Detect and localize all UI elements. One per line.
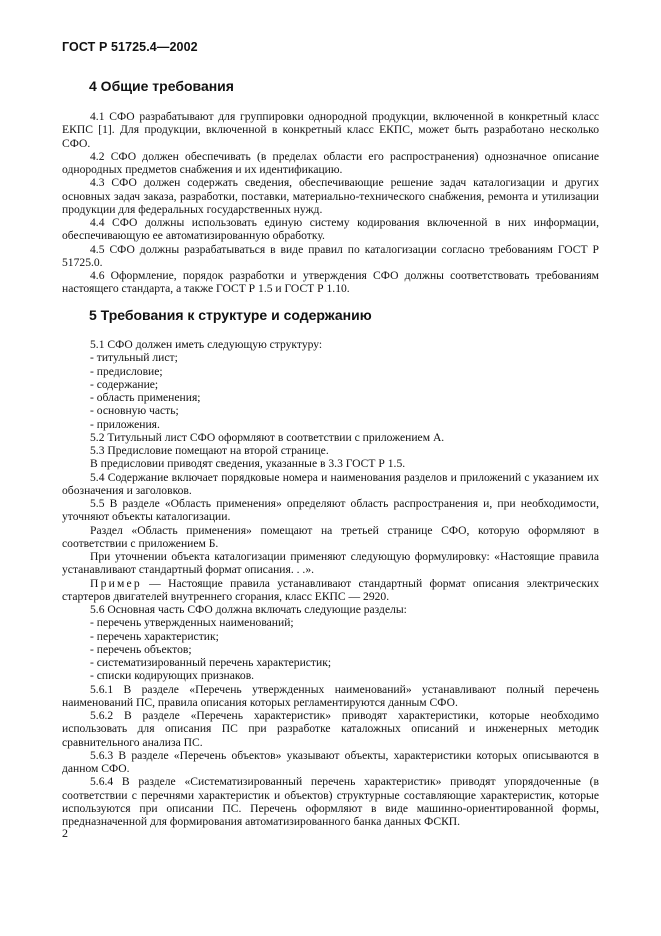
page-number: 2	[62, 826, 68, 840]
paragraph-5-6-4: 5.6.4 В разделе «Систематизированный перечень характеристик» приводят упорядоченные (в соответствии с перечнями характеристик и объектов) структурные составляющие характеристик, которые используются при описании ПС. Перечень оформляют в виде машинно-ориентированной формы, предназначенной для формирования автоматизированного банка данных ФСКП.	[62, 775, 599, 828]
paragraph-5-5-scope-page: Раздел «Область применения» помещают на третьей странице СФО, которую оформляют в соответствии с приложением Б.	[62, 523, 599, 550]
structure-item: - основную часть;	[90, 404, 179, 418]
structure-item: - содержание;	[90, 377, 159, 391]
section-5-title: 5 Требования к структуре и содержанию	[89, 307, 372, 323]
document-code-header: ГОСТ Р 51725.4—2002	[62, 40, 198, 54]
structure-item: - область применения;	[90, 391, 201, 404]
main-part-item: - перечень характеристик;	[90, 629, 219, 643]
section-5-body	[62, 338, 599, 828]
paragraph-5-4: 5.4 Содержание включает порядковые номера и наименования разделов и приложений с указанием их обозначения и заголовков.	[62, 470, 599, 497]
paragraph-5-1: 5.1 СФО должен иметь следующую структуру:	[90, 338, 323, 351]
paragraph-4-4: 4.4 СФО должны использовать единую систему кодирования включенной в них информации, обеспечивающую ее автоматизированную обработку.	[62, 216, 599, 243]
main-part-item: - списки кодирующих признаков.	[90, 669, 255, 683]
section-4-title: 4 Общие требования	[89, 78, 234, 94]
paragraph-4-2: 4.2 СФО должен обеспечивать (в пределах области его распространения) однозначное описание однородных предметов снабжения и их идентификацию.	[62, 149, 599, 176]
paragraph-5-6-2: 5.6.2 В разделе «Перечень характеристик» приводят характеристики, которые необходимо использовать для описания ПС при разработке каталожных описаний и инженерных методик сравнительного анализа ПС.	[62, 709, 599, 749]
paragraph-5-3: 5.3 Предисловие помещают на второй странице.	[90, 444, 329, 457]
paragraph-4-6: 4.6 Оформление, порядок разработки и утверждения СФО должны соответствовать требованиям настоящего стандарта, а также ГОСТ Р 1.5 и ГОСТ Р 1.10.	[62, 269, 599, 296]
main-part-item: - перечень утвержденных наименований;	[90, 616, 294, 630]
structure-item: - предисловие;	[90, 364, 163, 378]
example-label: Пример	[90, 576, 142, 590]
structure-item: - титульный лист;	[90, 351, 178, 365]
structure-item: - приложения.	[90, 417, 160, 431]
paragraph-5-3-continued: В предисловии приводят сведения, указанные в 3.3 ГОСТ Р 1.5.	[90, 457, 406, 471]
main-part-item: - систематизированный перечень характеристик;	[90, 656, 332, 669]
paragraph-5-5-wording: При уточнении объекта каталогизации применяют следующую формулировку: «Настоящие правила устанавливают стандартный формат описания. . .».	[62, 550, 599, 577]
paragraph-5-2: 5.2 Титульный лист СФО оформляют в соответствии с приложением А.	[90, 430, 445, 444]
section-4-body	[62, 110, 599, 296]
paragraph-5-6: 5.6 Основная часть СФО должна включать следующие разделы:	[90, 603, 407, 616]
paragraph-5-6-3: 5.6.3 В разделе «Перечень объектов» указывают объекты, характеристики которых описываются в данном СФО.	[62, 748, 599, 775]
paragraph-4-5: 4.5 СФО должны разрабатываться в виде правил по каталогизации согласно требованиям ГОСТ Р 51725.0.	[62, 242, 599, 269]
paragraph-4-1: 4.1 СФО разрабатывают для группировки однородной продукции, включенной в конкретный класс ЕКПС [1]. Для продукции, включенной в конкретный класс ЕКПС, может быть разработано несколько СФО.	[62, 110, 599, 150]
paragraph-5-5: 5.5 В разделе «Область применения» определяют область распространения и, при необходимости, уточняют объекты каталогизации.	[62, 497, 599, 524]
example-text: — Настоящие правила устанавливают стандартный формат описания электрических стартеров двигателей внутреннего сгорания, класс ЕКПС — 2920.	[62, 576, 599, 603]
paragraph-4-3: 4.3 СФО должен содержать сведения, обеспечивающие решение задач каталогизации и других основных задач заказа, разработки, поставки, материально-технического снабжения, ремонта и утилизации продукции для федеральных государственных нужд.	[62, 176, 599, 216]
paragraph-5-6-1: 5.6.1 В разделе «Перечень утвержденных наименований» устанавливают полный перечень наименований ПС, правила описания которых регламентируются данным СФО.	[62, 682, 599, 709]
example-note	[62, 577, 599, 604]
main-part-item: - перечень объектов;	[90, 642, 192, 656]
